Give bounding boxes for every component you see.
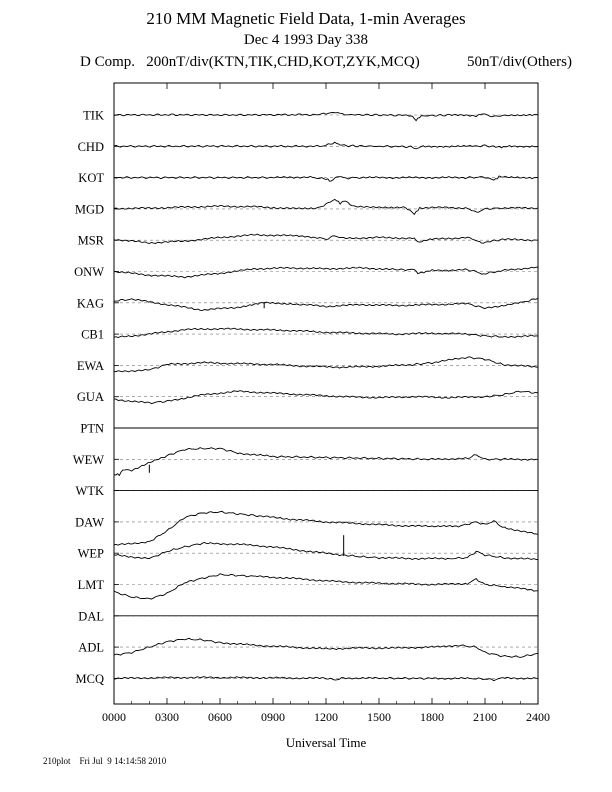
chart-subtitle: Dec 4 1993 Day 338 — [243, 32, 369, 48]
trace-ewa — [114, 357, 538, 372]
trace-adl — [114, 638, 538, 657]
trace-kot — [114, 176, 538, 181]
footer-stamp — [43, 756, 166, 766]
trace-wew — [114, 448, 538, 476]
x-tick-label-0000: 0000 — [102, 710, 126, 724]
station-label-lmt: LMT — [77, 578, 104, 592]
trace-chd — [114, 142, 538, 149]
station-label-adl: ADL — [78, 640, 104, 655]
station-label-ptn: PTN — [80, 421, 104, 436]
footer-timestamp: Fri Jul 9 14:14:58 2010 — [79, 756, 167, 766]
baseline-grid — [114, 115, 538, 678]
trace-daw — [114, 511, 538, 545]
station-label-kag: KAG — [76, 296, 104, 311]
trace-mgd — [114, 199, 538, 214]
chart-title: 210 MM Magnetic Field Data, 1-min Averages — [146, 9, 466, 28]
station-label-daw: DAW — [75, 515, 104, 530]
x-tick-label-1500: 1500 — [367, 710, 391, 724]
station-label-mgd: MGD — [74, 202, 104, 217]
x-tick-label-2400: 2400 — [526, 710, 550, 724]
station-label-msr: MSR — [77, 233, 104, 248]
x-tick-label-1800: 1800 — [420, 710, 444, 724]
trace-kag — [114, 298, 538, 310]
trace-mcq — [114, 677, 538, 681]
footer-program: 210plot — [43, 756, 71, 766]
trace-gua — [114, 391, 538, 404]
station-label-dal: DAL — [78, 609, 104, 624]
trace-lmt — [114, 574, 538, 599]
station-label-onw: ONW — [74, 265, 104, 279]
station-label-kot: KOT — [78, 171, 104, 186]
station-label-wew: WEW — [72, 452, 104, 467]
station-label-gua: GUA — [76, 390, 104, 405]
x-tick-label-0300: 0300 — [155, 710, 179, 724]
spike-markers — [149, 302, 343, 556]
x-tick-label-0600: 0600 — [208, 710, 232, 724]
component-scale-label: D Comp. 200nT/div(KTN,TIK,CHD,KOT,ZYK,MCQ) — [80, 54, 420, 70]
station-label-wep: WEP — [77, 546, 104, 561]
plot-frame — [114, 83, 538, 704]
station-label-cb1: CB1 — [81, 327, 104, 342]
station-label-ewa: EWA — [76, 358, 104, 373]
trace-wep — [114, 543, 538, 560]
others-scale-label: 50nT/div(Others) — [467, 54, 572, 70]
station-label-tik: TIK — [83, 108, 104, 123]
station-label-mcq: MCQ — [75, 671, 104, 686]
station-labels — [73, 109, 119, 686]
x-tick-label-2100: 2100 — [473, 710, 497, 724]
x-tick-label-1200: 1200 — [314, 710, 338, 724]
trace-onw — [114, 267, 538, 278]
station-label-chd: CHD — [77, 139, 104, 154]
x-tick-label-0900: 0900 — [261, 710, 285, 724]
trace-msr — [114, 234, 538, 243]
x-axis-label: Universal Time — [285, 735, 367, 750]
trace-tik — [114, 113, 538, 121]
trace-cb1 — [114, 328, 538, 337]
station-label-wtk: WTK — [75, 484, 104, 499]
